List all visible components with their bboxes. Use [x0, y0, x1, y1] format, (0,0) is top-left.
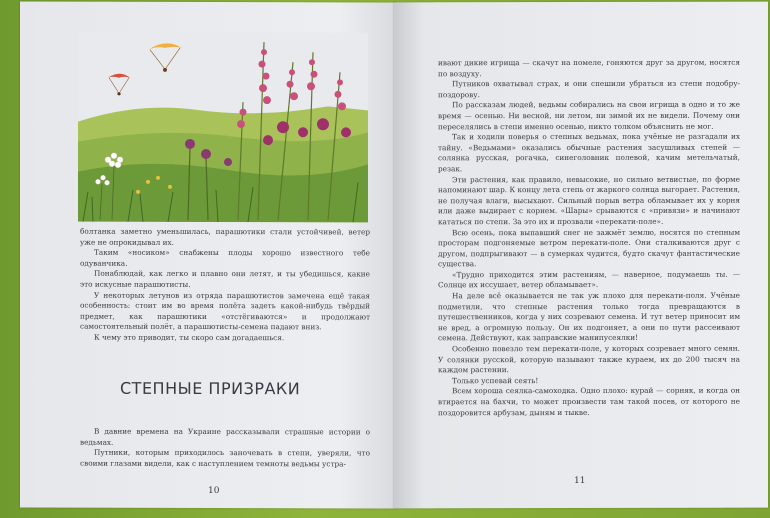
- paragraph: Всю осень, пока выпавший снег не зажмёт землю, носятся по степным просторам подгоняемые ветром перекати-поле. Они сталкиваются друг с другом, подпрыгивают — в сумерках чудится, будто скачут фантастические существа.: [438, 227, 740, 269]
- page-number: 10: [208, 486, 220, 497]
- left-page: [20, 2, 396, 509]
- paragraph: болтанка заметно уменьшилась, парашютики стали устойчивей, ветер уже не опрокидывал их.: [80, 226, 370, 247]
- paragraph: Всем хороша сеялка-самоходка. Одно плохо: курай — сорняк, и когда он втирается на бахчи, то может произвести там такой посев, от которого не поздоровится арбузам, дыням и тыкве.: [438, 386, 740, 417]
- book-spread: [8, 2, 770, 514]
- paragraph: Понаблюдай, как легко и плавно они летят, и ты убедишься, какие это искусные парашютисты.: [80, 269, 370, 289]
- paragraph: На деле всё оказывается не так уж плохо для перекати-поля. Учёные подметили, что степные растения только тогда превращаются в путешественников, когда у них созревают семена. И тут ветер приносит им не вред, а огромную пользу. Он их подгоняет, а они по пути рассеивают семена. Действуют, как заправские манипусеялки!: [438, 290, 740, 343]
- paragraph: Так и ходили поверья о степных ведьмах, пока учёные не разгадали их тайну. «Ведьмами» оказались обычные растения засушливых степей — солянка русская, рогачка, синеголовник полевой, качим метельчатый, резак.: [438, 131, 740, 174]
- paragraph: Особенно повезло тем перекати-поле, у которых созревает много семян. У солянки русской, которую называют также кураем, их до 200 тысяч на каждом растении.: [438, 343, 740, 375]
- paragraph: ивают дикие игрища — скачут на помеле, гоняются друг за другом, носятся по воздуху.: [438, 57, 740, 78]
- paragraph: Путники, которым приходилось заночевать в степи, уверяли, что своими глазами видели, как с наступлением темноты ведьмы устра-: [80, 447, 370, 469]
- paragraph: «Трудно приходится этим растениям, — наверное, подумаешь ты. — Солнце их иссушает, ветер обламывает».: [438, 269, 740, 290]
- section-heading: СТЕПНЫЕ ПРИЗРАКИ: [120, 378, 301, 399]
- steppe-flowers-illustration: [78, 32, 368, 223]
- paragraph: Таким «носиком» снабжены плоды хорошо известного тебе одуванчика.: [80, 247, 370, 268]
- page-number: 11: [574, 475, 586, 487]
- paragraph: В давние времена на Украине рассказывали страшные истории о ведьмах.: [80, 426, 370, 447]
- right-text: [438, 58, 740, 419]
- left-text-top: [80, 227, 370, 344]
- paragraph: У некоторых летунов из отряда парашютистов замечена ещё такая особенность: стоит им во время полёта задеть какой-нибудь твёрдый предмет, как парашютики «отстёгиваются» и продолжают самостоятельный полёт, а парашютисты-семена падают вниз.: [80, 290, 370, 332]
- right-page: [394, 2, 768, 509]
- paragraph: Эти растения, как правило, невысокие, но сильно ветвистые, по форме напоминают шар. К концу лета степь от жаркого солнца выгорает. Растения, не получая влаги, высыхают. Сильный порыв ветра обламывает их у корня или даже выдирает с корнем. «Шары» срываются с «привязи» и начинают кататься по степи. За это их и прозвали «перекати-поле».: [438, 174, 740, 227]
- paragraph: Только успевай сеять!: [452, 375, 539, 386]
- paragraph: К чему это приводит, ты скоро сам догадаешься.: [94, 332, 285, 343]
- left-text-bottom: [80, 427, 370, 470]
- paragraph: По рассказам людей, ведьмы собирались на свои игрища в одно и то же время — осенью. Ни весной, ни летом, ни зимой их не видели. Почему они переселялись в степи именно осенью, никто толком объяснить не мог.: [438, 100, 740, 131]
- paragraph: Путников охватывал страх, и они спешили убраться из степи подобру-поздорову.: [438, 78, 740, 100]
